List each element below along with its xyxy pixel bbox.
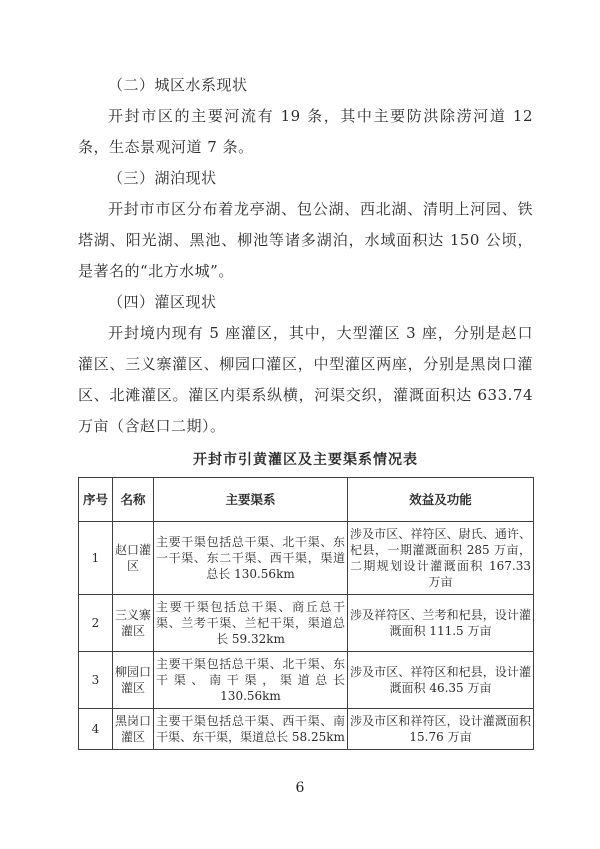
cell-canals: 主要干渠包括总干渠、北干渠、东干渠、南干渠，渠道总长 130.56km [154,652,348,709]
section-heading-3: （三）湖泊现状 [108,169,217,187]
cell-name: 赵口灌区 [113,522,154,595]
cell-canals: 主要干渠包括总干渠、西干渠、南干渠、东干渠，渠道总长 58.25km [154,709,348,750]
cell-index: 4 [79,709,113,750]
cell-canals: 主要干渠包括总干渠、商丘总干渠、兰考干渠、兰杞干渠，渠道总长 59.32km [154,595,348,652]
irrigation-districts-table [78,477,534,750]
table-title: 开封市引黄灌区及主要渠系情况表 [193,452,418,468]
document-body [78,70,533,750]
section-heading-4: （四）灌区现状 [108,293,217,311]
cell-benefits: 涉及市区和祥符区，设计灌溉面积 15.76 万亩 [348,709,534,750]
table-row [79,709,534,750]
table-row [79,652,534,709]
table-header-row [79,478,534,522]
cell-index: 2 [79,595,113,652]
cell-name: 三义寨灌区 [113,595,154,652]
cell-benefits: 涉及市区、祥符区和杞县，设计灌溉面积 46.35 万亩 [348,652,534,709]
cell-canals: 主要干渠包括总干渠、北干渠、东一干渠、东二干渠、西干渠，渠道总长 130.56km [154,522,348,595]
cell-name: 黑岗口灌区 [113,709,154,750]
cell-benefits: 涉及市区、祥符区、尉氏、通许、杞县，一期灌溉面积 285 万亩，二期规划设计灌溉面积 167.33 万亩 [348,522,534,595]
section-heading-2: （二）城区水系现状 [108,76,248,94]
header-canals: 主要渠系 [154,478,348,522]
table-row [79,522,534,595]
header-name: 名称 [113,478,154,522]
paragraph-rivers: 开封市区的主要河流有 19 条，其中主要防洪除涝河道 12 条，生态景观河道 7 条。 [78,107,533,156]
header-benefits: 效益及功能 [348,478,534,522]
cell-name: 柳园口灌区 [113,652,154,709]
cell-index: 1 [79,522,113,595]
header-index: 序号 [79,478,113,522]
paragraph-lakes: 开封市市区分布着龙亭湖、包公湖、西北湖、清明上河园、铁塔湖、阳光湖、黑池、柳池等诸多湖泊，水域面积达 150 公顷，是著名的“北方水城”。 [78,200,533,280]
paragraph-irrigation-districts: 开封境内现有 5 座灌区，其中，大型灌区 3 座，分别是赵口灌区、三义寨灌区、柳园口灌区，中型灌区两座，分别是黑岗口灌区、北滩灌区。灌区内渠系纵横，河渠交织，灌溉面积达 633.74 万亩（含赵口二期）。 [78,324,533,435]
page-number: 6 [295,780,305,796]
cell-index: 3 [79,652,113,709]
table-row [79,595,534,652]
cell-benefits: 涉及祥符区、兰考和杞县，设计灌溉面积 111.5 万亩 [348,595,534,652]
